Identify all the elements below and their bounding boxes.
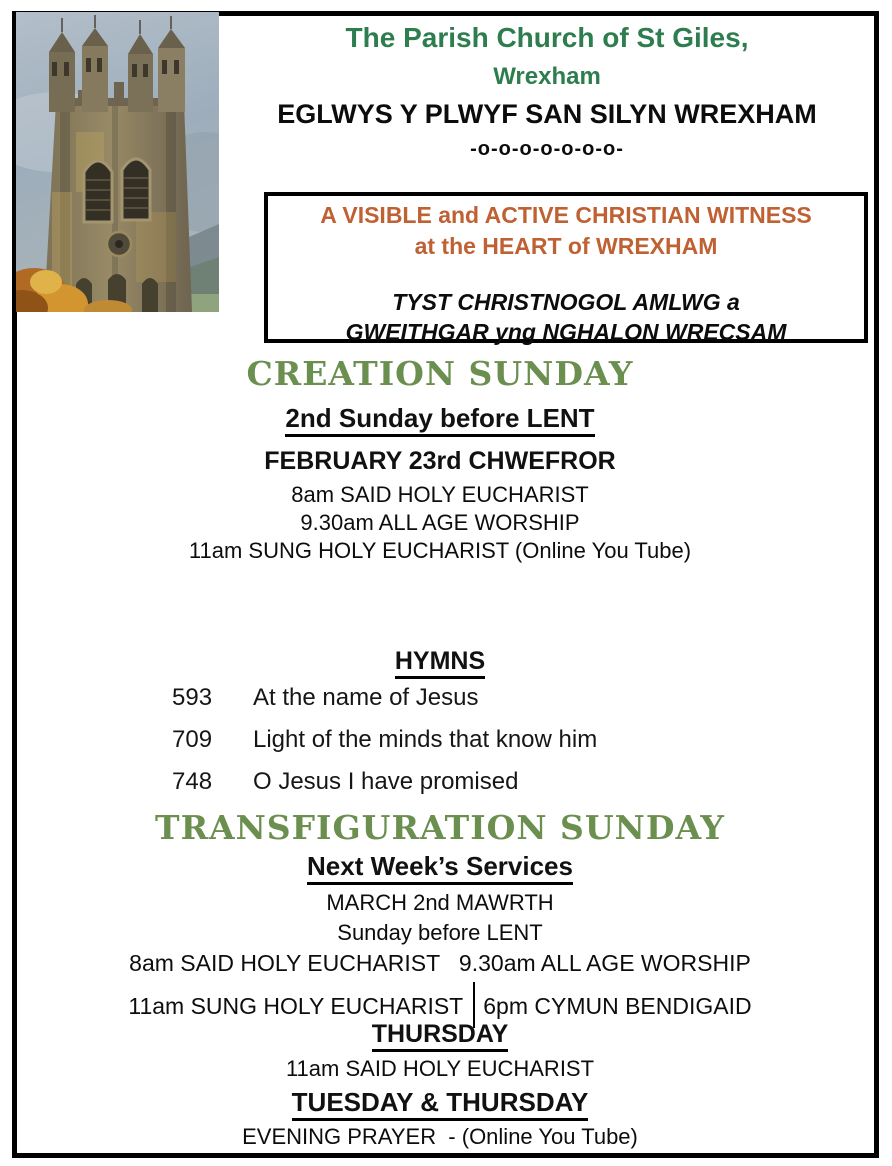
creation-sunday-banner: CREATION SUNDAY xyxy=(246,354,634,393)
header-block xyxy=(222,18,872,165)
witness-box xyxy=(264,192,868,343)
ornament-separator: -o-o-o-o-o-o-o- xyxy=(470,138,624,160)
clock xyxy=(107,232,131,256)
hymns-heading-row xyxy=(12,647,868,676)
hymns-heading: HYMNS xyxy=(395,647,485,679)
transfiguration-sunday-banner: TRANSFIGURATION SUNDAY xyxy=(155,808,725,847)
hymn-row xyxy=(172,684,597,726)
next-week-subtitle: Sunday before LENT xyxy=(337,920,543,945)
service-8am: 8am SAID HOLY EUCHARIST xyxy=(291,482,589,507)
thursday-heading: THURSDAY xyxy=(372,1020,509,1052)
hymn-row xyxy=(172,768,597,810)
this-week-subtitle xyxy=(12,403,868,434)
next-week-morning-services: 8am SAID HOLY EUCHARIST 9.30am ALL AGE WORSHIP xyxy=(129,950,751,976)
tuesday-thursday-heading: TUESDAY & THURSDAY xyxy=(292,1087,589,1121)
hymn-title: Light of the minds that know him xyxy=(253,726,598,753)
witness-english-line2: at the HEART of WREXHAM xyxy=(414,233,718,259)
next-week-heading-row xyxy=(12,851,868,882)
next-week-11am-service: 11am SUNG HOLY EUCHARIST xyxy=(128,993,464,1019)
hymn-row xyxy=(172,726,597,768)
evening-prayer-line: EVENING PRAYER - (Online You Tube) xyxy=(242,1124,638,1149)
next-week-date: MARCH 2nd MAWRTH xyxy=(326,890,554,915)
hymn-title: At the name of Jesus xyxy=(253,684,479,711)
witness-welsh-line1: TYST CHRISTNOGOL AMLWG a xyxy=(392,289,740,315)
hymn-list xyxy=(172,684,597,810)
parish-title-welsh: EGLWYS Y PLWYF SAN SILYN WREXHAM xyxy=(277,99,817,129)
witness-spacer xyxy=(268,262,864,287)
hymn-number: 593 xyxy=(172,684,213,711)
service-930am: 9.30am ALL AGE WORSHIP xyxy=(300,510,580,535)
church-tower-photo xyxy=(16,12,219,312)
next-week-heading: Next Week’s Services xyxy=(307,851,573,885)
next-week-6pm-service: 6pm CYMUN BENDIGAID xyxy=(483,993,752,1019)
hymn-number: 709 xyxy=(172,726,213,753)
parish-title-english-line1: The Parish Church of St Giles, xyxy=(345,22,749,53)
service-11am: 11am SUNG HOLY EUCHARIST (Online You Tube) xyxy=(188,538,692,563)
this-week-subtitle-text: 2nd Sunday before LENT xyxy=(285,403,594,437)
parish-title-english-line2: Wrexham xyxy=(493,63,601,90)
tuesday-thursday-heading-row xyxy=(12,1087,868,1118)
hymn-title: O Jesus I have promised xyxy=(253,768,519,795)
thursday-heading-row xyxy=(12,1020,868,1049)
thursday-service: 11am SAID HOLY EUCHARIST xyxy=(285,1056,595,1081)
witness-english-line1: A VISIBLE and ACTIVE CHRISTIAN WITNESS xyxy=(320,202,812,228)
witness-welsh-line2: GWEITHGAR yng NGHALON WRECSAM xyxy=(345,319,787,345)
hymn-number: 748 xyxy=(172,768,213,795)
this-week-date: FEBRUARY 23rd CHWEFROR xyxy=(264,447,616,475)
